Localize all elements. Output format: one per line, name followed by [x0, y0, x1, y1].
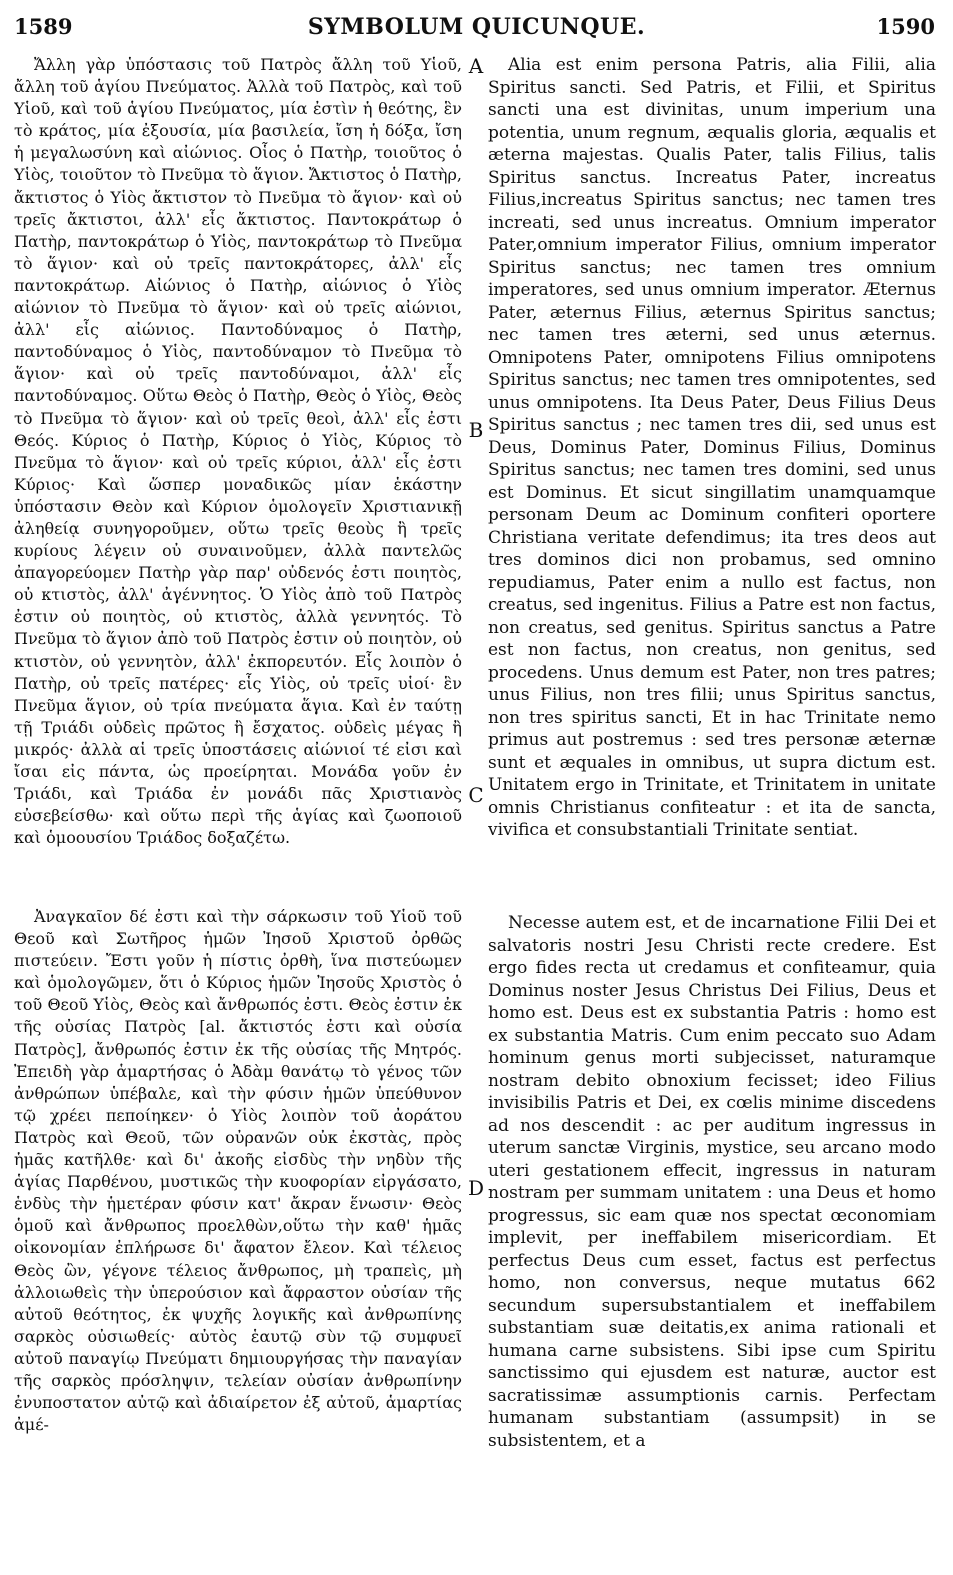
left-page-number: 1589: [14, 14, 73, 39]
greek-paragraph-2: Ἀναγκαῖον δέ ἐστι καὶ τὴν σάρκωσιν τοῦ Υἱοῦ τοῦ Θεοῦ καὶ Σωτῆρος ἡμῶν Ἰησοῦ Χριστοῦ ὀρθῶς πιστεύειν. Ἔστι γοῦν ἡ πίστις ὀρθὴ, ἵνα πιστεύωμεν καὶ ὁμολογῶμεν, ὅτι ὁ Κύριος ἡμῶν Ἰησοῦς Χριστὸς ὁ τοῦ Θεοῦ Υἱὸς, Θεὸς καὶ ἄνθρωπός ἐστι. Θεὸς ἐστιν ἐκ τῆς οὐσίας Πατρὸς [al. ἄκτιστός ἐστι καὶ οὐσία Πατρὸς], ἄνθρωπός ἐστιν ἐκ τῆς οὐσίας τῆς Μητρός. Ἐπειδὴ γὰρ ἁμαρτήσας ὁ Ἀδὰμ θανάτῳ τὸ γένος τῶν ἀνθρώπων ὑπέβαλε, καὶ τὴν φύσιν ἡμῶν ὑπεύθυνον τῷ χρέει πεποίηκεν· ὁ Υἱὸς λοιπὸν τοῦ ἀοράτου Πατρὸς καὶ Θεοῦ, τῶν οὐρανῶν οὐκ ἐκστὰς, πρὸς ἡμᾶς κατῆλθε· καὶ δι' ἀκοῆς εἰσδὺς τὴν νηδὺν τῆς ἁγίας Παρθένου, μυστικῶς τὴν κυοφορίαν εἰργάσατο, ἑνδὺς τὴν ἡμετέραν φύσιν κατ' ἄκραν ἕνωσιν· Θεὸς ὁμοῦ καὶ ἄνθρωπος προελθὼν,οὕτω τὴν καθ' ἡμᾶς οἰκονομίαν ἐπλήρωσε δι' ἄφατον ἔλεον. Καὶ τέλειος Θεὸς ὢν, γέγονε τέλειος ἄνθρωπος, μὴ τραπεὶς, μὴ ἀλλοιωθεὶς τὴν ὑπερούσιον καὶ ἄφραστον οὐσίαν τῆς αὐτοῦ θεότητος, ἐκ ψυχῆς λογικῆς καὶ ἀνθρωπίνης σαρκὸς οὐσιωθείς· αὐτὸς ἑαυτῷ σὺν τῷ συμφυεῖ αὐτοῦ παναγίῳ Πνεύματι δημιουργήσας τὴν παναγίαν τῆς σαρκὸς πρόσληψιν, τελείαν οὐσίαν ἀνθρωπίνην ἐνυποστατον αὐτῷ καὶ ἀδιαίρετον ἐξ αὐτοῦ, ἁμαρτίας ἀμέ-: [14, 907, 462, 1435]
margin-marker-a: A: [468, 54, 484, 78]
margin-marker-b: B: [468, 418, 484, 442]
greek-paragraph-1: Ἄλλη γὰρ ὑπόστασις τοῦ Πατρὸς ἄλλη τοῦ Υἱοῦ, ἄλλη τοῦ ἁγίου Πνεύματος. Ἀλλὰ τοῦ Πατρὸς, καὶ τοῦ Υἱοῦ, καὶ τοῦ ἁγίου Πνεύματος, μία ἐστὶν ἡ θεότης, ἓν τὸ κράτος, μία ἐξουσία, μία βασιλεία, ἴση ἡ δόξα, ἴση ἡ μεγαλωσύνη καὶ αἰώνιος. Οἷος ὁ Πατὴρ, τοιοῦτος ὁ Υἱὸς, τοιοῦτον τὸ Πνεῦμα τὸ ἅγιον. Ἄκτιστος ὁ Πατὴρ, ἄκτιστος ὁ Υἱὸς ἄκτιστον τὸ Πνεῦμα τὸ ἅγιον· καὶ οὐ τρεῖς ἄκτιστοι, ἀλλ' εἷς ἄκτιστος. Παντοκράτωρ ὁ Πατὴρ, παντοκράτωρ ὁ Υἱὸς, παντοκράτωρ τὸ Πνεῦμα τὸ ἅγιον· καὶ οὐ τρεῖς παντοκράτορες, ἀλλ' εἷς παντοκράτωρ. Αἰώνιος ὁ Πατὴρ, αἰώνιος ὁ Υἱὸς αἰώνιον τὸ Πνεῦμα τὸ ἅγιον· καὶ οὐ τρεῖς αἰώνιοι, ἀλλ' εἷς αἰώνιος. Παντοδύναμος ὁ Πατὴρ, παντοδύναμος ὁ Υἱὸς, παντοδύναμον τὸ Πνεῦμα τὸ ἅγιον· καὶ οὐ τρεῖς παντοδύναμοι, ἀλλ' εἷς παντοδύναμος. Οὕτω Θεὸς ὁ Πατὴρ, Θεὸς ὁ Υἱὸς, Θεὸς τὸ Πνεῦμα τὸ ἅγιον· καὶ οὐ τρεῖς θεοὶ, ἀλλ' εἷς ἐστι Θεός. Κύριος ὁ Πατὴρ, Κύριος ὁ Υἱὸς, Κύριος τὸ Πνεῦμα τὸ ἅγιον· καὶ οὐ τρεῖς κύριοι, ἀλλ' εἷς ἐστι Κύριος· Καὶ ὥσπερ μοναδικῶς μίαν ἑκάστην ὑπόστασιν Θεὸν καὶ Κύριον ὁμολογεῖν Χριστιανικῇ ἀληθείᾳ συνηγοροῦμεν, οὕτω τρεῖς θεοὺς ἢ τρεῖς κυρίους λέγειν οὐ συναινοῦμεν, ἀλλὰ παντελῶς ἀπαγορεύομεν Πατὴρ γὰρ παρ' οὐδενός ἐστι ποιητὸς, οὐ κτιστὸς, ἀλλ' ἀγέννητος. Ὁ Υἱὸς ἀπὸ τοῦ Πατρὸς ἐστιν οὐ ποιητὸς, οὐ κτιστὸς, ἀλλὰ γεννητός. Τὸ Πνεῦμα τὸ ἅγιον ἀπὸ τοῦ Πατρὸς ἐστιν οὐ ποιητὸν, οὐ κτιστὸν, οὐ γεννητὸν, ἀλλ' ἐκπορευτόν. Εἷς λοιπὸν ὁ Πατὴρ, οὐ τρεῖς πατέρες· εἷς Υἱὸς, οὐ τρεῖς υἱοί· ἓν Πνεῦμα ἅγιον, οὐ τρία πνεύματα ἅγια. Καὶ ἐν ταύτῃ τῇ Τριάδι οὐδεὶς πρῶτος ἢ ἔσχατος. οὐδεὶς μέγας ἢ μικρός· ἀλλὰ αἱ τρεῖς ὑποστάσεις αἰώνιοί τέ εἰσι καὶ ἴσαι εἰς πάντα, ὡς προείρηται. Μονάδα γοῦν ἐν Τριάδι, καὶ Τριάδα ἐν μονάδι πᾶς Χριστιανὸς εὐσεβείσθω· καὶ οὕτω περὶ τῆς ἁγίας καὶ ζωοποιοῦ καὶ ὁμοουσίου Τριάδος δοξαζέτω.: [14, 55, 462, 848]
latin-column-section-2: [488, 912, 936, 1562]
greek-column-section-1: [14, 54, 462, 894]
running-title: SYMBOLUM QUICUNQUE.: [307, 14, 646, 40]
latin-column-section-1: [488, 54, 936, 884]
margin-marker-d: D: [467, 1176, 485, 1200]
page-header: [0, 14, 953, 48]
latin-paragraph-2: Necesse autem est, et de incarnatione Filii Dei et salvatoris nostri Jesu Christi recte credere. Est ergo fides recta ut credamus et confiteamur, quia Dominus noster Jesus Christus Dei Filius, Deus et homo est. Deus est ex substantia Patris : homo est ex substantia Matris. Cum enim peccato suo Adam hominum genus morti subjecisset, naturamque nostram debito obnoxium fecisset; ideo Filius invisibilis Patris et Dei, ex cœlis minime discedens ad nos descendit : ac per auditum ingressus in uterum sanctæ Virginis, mystice, seu arcano modo uteri gestationem effecit, ingressus in naturam nostram per summam unitatem : una Deus et homo progressus, sic eam quæ nos spectat œconomiam implevit, per ineffabilem misericordiam. Et perfectus Deus cum esset, factus est perfectus homo, non conversus, neque mutatus 662 secundum supersubstantialem et ineffabilem substantiam suæ deitatis,ex anima rationali et humana carne subsistens. Sibi ipse cum Spiritu sanctissimo qui ejusdem est naturæ, auctor est sacratissimæ assumptionis carnis. Perfectam humanam substantiam (assumpsit) in se subsistentem, et a: [488, 913, 936, 1451]
right-page-number: 1590: [876, 14, 935, 39]
greek-column-section-2: [14, 906, 462, 1556]
latin-paragraph-1: Alia est enim persona Patris, alia Filii, alia Spiritus sancti. Sed Patris, et Filii, et Spiritus sancti una est divinitas, unum imperium una potentia, unum regnum, æqualis gloria, æqualis et æterna majestas. Qualis Pater, talis Filius, talis Spiritus sanctus. Increatus Pater, increatus Filius,increatus Spiritus sanctus; nec tamen tres increati, sed unus increatus. Omnium imperator Pater,omnium imperator Filius, omnium imperator Spiritus sanctus; nec tamen tres omnium imperatores, sed unus omnium imperator. Æternus Pater, æternus Filius, æternus Spiritus sanctus; nec tamen tres æterni, sed unus æternus. Omnipotens Pater, omnipotens Filius omnipotens Spiritus sanctus; nec tamen tres omnipotentes, sed unus omnipotens. Ita Deus Pater, Deus Filius Deus Spiritus sanctus ; nec tamen tres dii, sed unus est Deus, Dominus Pater, Dominus Filius, Dominus Spiritus sanctus; nec tamen tres domini, sed unus est Dominus. Et sicut singillatim unamquamque personam Deum ac Dominum confiteri oportere Christiana veritate defendimus; ita tres deos aut tres dominos dici non probamus, sed omnino repudiamus, Pater enim a nullo est factus, non creatus, sed ingenitus. Filius a Patre est non factus, non creatus, sed genitus. Spiritus sanctus a Patre est non factus, non creatus, non genitus, sed procedens. Unus demum est Pater, non tres patres; unus Filius, non tres filii; unus Spiritus sanctus, non tres spiritus sancti, Et in hac Trinitate nemo primus aut postremus : sed tres personæ æternæ sunt et æquales in omnibus, ut supra dictum est. Unitatem ergo in Trinitate, et Trinitatem in unitate omnis Christianus confiteatur : et ita de sancta, vivifica et consubstantiali Trinitate sentiat.: [488, 55, 936, 840]
margin-marker-c: C: [468, 783, 484, 807]
